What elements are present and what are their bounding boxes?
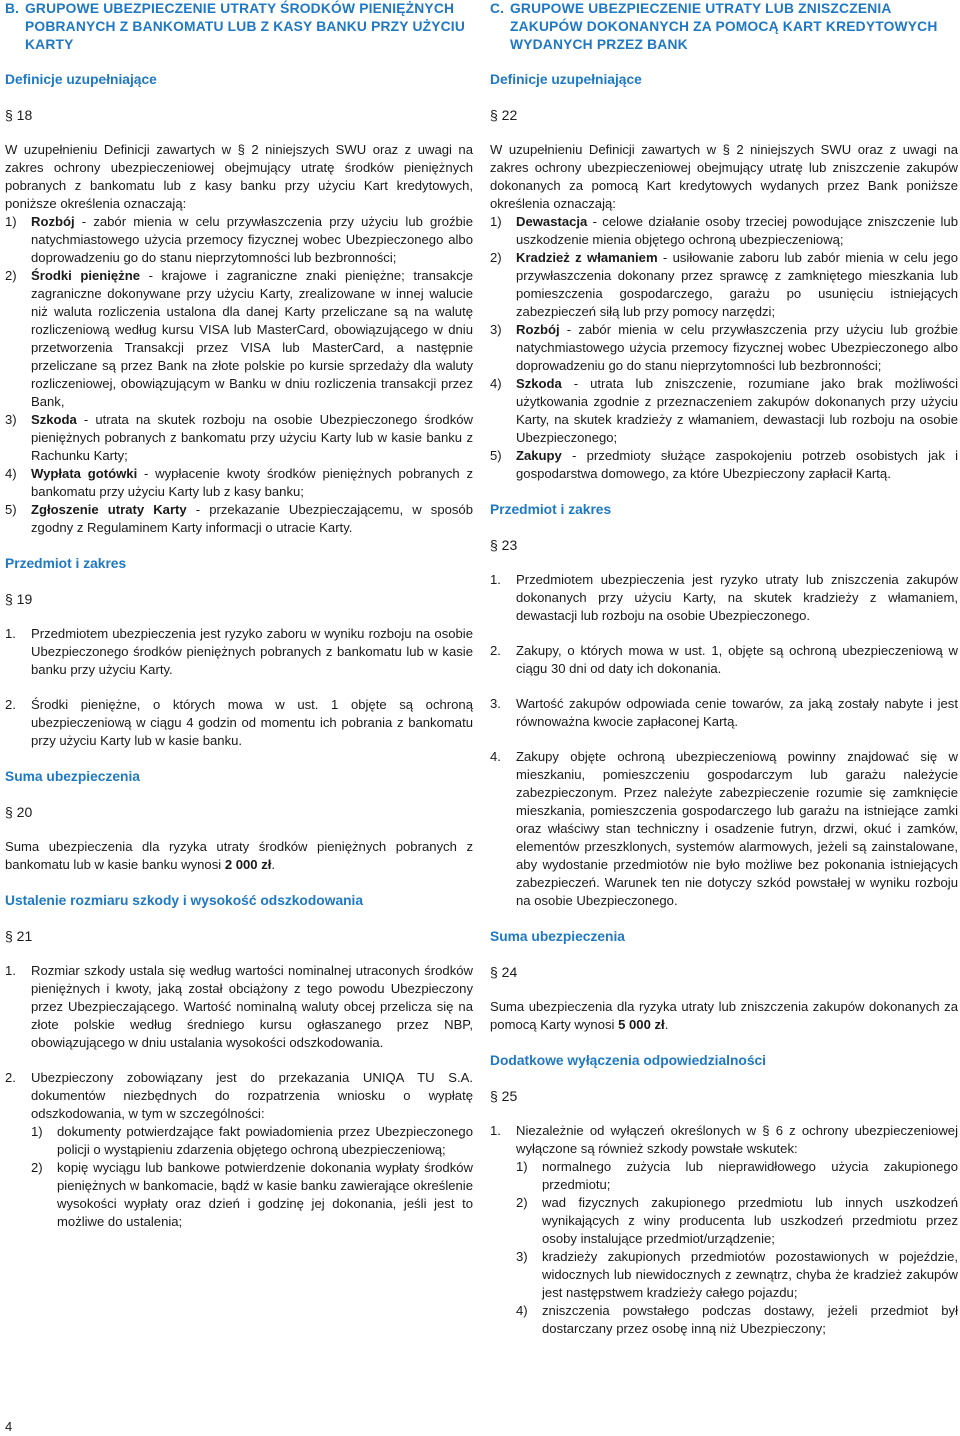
paragraph-number: § 24	[490, 964, 518, 980]
list-item: 2) Środki pieniężne - krajowe i zagraniczne znaki pieniężne; transakcje zagraniczne dokonywane przy użyciu Karty, zrealizowane w innej walucie niż waluta rozliczenia ustalona dla danej Karty przeliczane są na walutę rozliczeniową według kursu VISA lub MasterCard, obowiązującego w dniu przetworzenia Transakcji przez VISA lub MasterCard, a następnie przeliczane są przez Bank na złote polskie po kursie sprzedaży dla waluty rozliczeniowej, obowiązującym w Banku w dniu rozliczenia transakcji przez Bank,	[5, 268, 473, 409]
numbered-item: 2. Środki pieniężne, o których mowa w ust. 1 objęte są ochroną ubezpieczeniową w ciągu 4 godzin od momentu ich pobrania z bankomatu przy użyciu Karty lub w kasie banku.	[5, 697, 473, 748]
sub-list	[516, 1158, 958, 1338]
subject-heading: Przedmiot i zakres	[5, 556, 127, 571]
definitions-heading: Definicje uzupełniające	[5, 72, 157, 87]
sum-heading: Suma ubezpieczenia	[490, 929, 625, 944]
sum-amount: 2 000 zł	[224, 857, 272, 872]
section-b-title-line: KARTY	[25, 37, 74, 52]
sub-item: 2) kopię wyciągu lub bankowe potwierdzenie dokonania wypłaty środków pieniężnych w bankomacie, bądź w kasie banku zawierające określenie wysokości wypłaty oraz dzień i godzinę jej dokonania, jeśli jest to możliwe do ustalenia;	[31, 1160, 473, 1229]
paragraph-text: Suma ubezpieczenia dla ryzyka utraty środków pieniężnych pobranych z bankomatu lub w kasie banku wynosi 2 000 zł.	[5, 839, 473, 872]
paragraph-number: § 23	[490, 537, 518, 553]
paragraph-text: Suma ubezpieczenia dla ryzyka utraty lub zniszczenia zakupów dokonanych za pomocą Karty wynosi 5 000 zł.	[490, 999, 958, 1032]
subject-heading: Przedmiot i zakres	[490, 502, 612, 517]
section-c-title	[490, 0, 958, 54]
damage-heading: Ustalenie rozmiaru szkody i wysokość odszkodowania	[5, 893, 364, 908]
list-item: 1) Rozbój - zabór mienia w celu przywłaszczenia przy użyciu lub groźbie natychmiastowego użycia przemocy fizycznej wobec Ubezpieczonego albo doprowadzeniu go do stanu nieprzytomności lub bezbronności;	[5, 214, 473, 265]
section-b-letter: B.	[5, 1, 20, 16]
section-c-title-line: ZAKUPÓW DOKONANYCH ZA POMOCĄ KART KREDYTOWYCH	[510, 19, 938, 34]
numbered-item: 4. Zakupy objęte ochroną ubezpieczeniową powinny znajdować się w mieszkaniu, pomieszczeniu gospodarczym lub garażu należycie zabezpieczonym. Przez należyte zabezpieczenie rozumie się zamknięcie mieszkania, pomieszczenia gospodarczego lub garażu na istniejące zamki oraz właściwy stan techniczny i osadzenie futryn, drzwi, okuć i zamków, elementów przeszklonych, systemów alarmowych, jeżeli są zainstalowane, aby wydostanie przedmiotów nie było możliwe bez pokonania istniejących zabezpieczeń. Warunek ten nie dotyczy szkód powstałej w wyniku rozboju na osobie Ubezpieczonego.	[490, 749, 958, 908]
paragraph-text: W uzupełnieniu Definicji zawartych w § 2 niniejszych SWU oraz z uwagi na zakres ochrony ubezpieczeniowej obejmujący utratę lub zniszczenie zakupów dokonanych za pomocą Kart kredytowych wydanych przez Bank poniższe określenia oznaczają:	[490, 142, 958, 211]
list-item: 5) Zakupy - przedmioty służące zaspokojeniu potrzeb osobistych jak i gospodarstwa domowego, za które Ubezpieczony zapłacił Kartą.	[490, 448, 958, 481]
list-item: 2) Kradzież z włamaniem - usiłowanie zaboru lub zabór mienia w celu jego przywłaszczenia dokonany przez sprawcę z zamkniętego mieszkania lub pomieszczenia gospodarczego, garażu po usunięciu istniejących zabezpieczeń siłą lub przy pomocy narzędzi;	[490, 250, 958, 319]
section-c-title-line: WYDANYCH PRZEZ BANK	[510, 37, 688, 52]
paragraph-number: § 25	[490, 1088, 518, 1104]
numbered-item: 1. Przedmiotem ubezpieczenia jest ryzyko utraty lub zniszczenia zakupów dokonanych przy użyciu Karty, na skutek kradzieży z włamaniem, dewastacji lub rozboju na osobie Ubezpieczonego.	[490, 572, 958, 623]
paragraph-number: § 18	[5, 107, 33, 123]
list-item: 3) Szkoda - utrata na skutek rozboju na osobie Ubezpieczonego środków pieniężnych pobranych z bankomatu przy użyciu Karty lub w kasie banku z Rachunku Karty;	[5, 412, 473, 463]
page-number: 4	[5, 1419, 13, 1434]
numbered-item: 1. Rozmiar szkody ustala się według wartości nominalnej utraconych środków pieniężnych i kwoty, jaką został obciążony z tego powodu Ubezpieczony przez Ubezpieczającego. Wartość nominalną waluty obcej przelicza się na złote polskie według średniego kursu ogłaszanego przez NBP, obowiązującego w dniu ustalania wysokości odszkodowania.	[5, 963, 473, 1050]
section-c-title-line: GRUPOWE UBEZPIECZENIE UTRATY LUB ZNISZCZENIA	[510, 1, 892, 16]
section-b-title-line: POBRANYCH Z BANKOMATU LUB Z KASY BANKU PRZY UŻYCIU	[25, 19, 466, 34]
sub-item: 4) zniszczenia powstałego podczas dostawy, jeżeli przedmiot był dostarczany przez osobę inną niż Ubezpieczony;	[516, 1303, 958, 1336]
definitions-list	[5, 213, 473, 537]
numbered-item: 2. Zakupy, o których mowa w ust. 1, objęte są ochroną ubezpieczeniową w ciągu 30 dni od daty ich dokonania.	[490, 643, 958, 676]
exclusions-heading: Dodatkowe wyłączenia odpowiedzialności	[490, 1053, 766, 1068]
section-c-letter: C.	[490, 1, 505, 16]
paragraph-number: § 21	[5, 928, 33, 944]
numbered-item: 2. Ubezpieczony zobowiązany jest do przekazania UNIQA TU S.A. dokumentów niezbędnych do rozpatrzenia wniosku o wypłatę odszkodowania, w tym w szczególności: 1) dokumenty potwierdzające fakt powiadomienia przez Ubezpieczonego policji o wystąpieniu zdarzenia objętego ochroną ubezpieczeniową; 2) kopię wyciągu lub bankowe potwierdzenie dokonania wypłaty środków pieniężnych w bankomacie, bądź w kasie banku zawierające określenie wysokości wypłaty oraz dzień i godzinę jej dokonania, jeśli jest to możliwe do ustalenia;	[5, 1070, 473, 1229]
numbered-item: 1. Przedmiotem ubezpieczenia jest ryzyko zaboru w wyniku rozboju na osobie Ubezpieczonego środków pieniężnych pobranych z bankomatu lub w kasie banku przy użyciu Karty.	[5, 626, 473, 677]
sub-item: 2) wad fizycznych zakupionego przedmiotu lub innych uszkodzeń wynikających z winy producenta lub uszkodzeń przedmiotu przez osoby instalujące przedmiot/urządzenie;	[516, 1195, 958, 1246]
list-item: 4) Wypłata gotówki - wypłacenie kwoty środków pieniężnych pobranych z bankomatu przy użyciu Karty lub z kasy banku;	[5, 466, 473, 499]
right-column	[490, 0, 958, 1338]
paragraph-number: § 22	[490, 107, 518, 123]
list-item: 3) Rozbój - zabór mienia w celu przywłaszczenia przy użyciu lub groźbie natychmiastowego użycia przemocy fizycznej wobec Ubezpieczonego albo doprowadzeniu go do stanu nieprzytomności lub bezbronności;	[490, 322, 958, 373]
definitions-heading: Definicje uzupełniające	[490, 72, 642, 87]
list-item: 1) Dewastacja - celowe działanie osoby trzeciej powodujące zniszczenie lub uszkodzenie mienia objętego ochroną ubezpieczeniową;	[490, 214, 958, 247]
section-b-title-line: GRUPOWE UBEZPIECZENIE UTRATY ŚRODKÓW PIENIĘŻNYCH	[25, 1, 455, 16]
definitions-list	[490, 213, 958, 483]
numbered-item: 3. Wartość zakupów odpowiada cenie towarów, za jaką zostały nabyte i jest równoważna kwocie zapłaconej Kartą.	[490, 696, 958, 729]
sub-item: 3) kradzieży zakupionych przedmiotów pozostawionych w pojeździe, widocznych lub niewidocznych z zewnątrz, chyba że kradzież zakupów jest następstwem kradzieży całego pojazdu;	[516, 1249, 958, 1300]
sum-amount: 5 000 zł	[618, 1017, 665, 1032]
paragraph-number: § 20	[5, 804, 33, 820]
section-b-title	[5, 0, 473, 54]
left-column	[5, 0, 473, 1231]
list-item: 4) Szkoda - utrata lub zniszczenie, rozumiane jako brak możliwości użytkowania zgodnie z przeznaczeniem zakupów dokonanych przy użyciu Karty, na skutek kradzieży z włamaniem, dewastacji lub rozboju na osobie Ubezpieczonego;	[490, 376, 958, 445]
list-item: 5) Zgłoszenie utraty Karty - przekazanie Ubezpieczającemu, w sposób zgodny z Regulaminem Karty informacji o utracie Karty.	[5, 502, 473, 535]
paragraph-number: § 19	[5, 591, 33, 607]
numbered-item: 1. Niezależnie od wyłączeń określonych w § 6 z ochrony ubezpieczeniowej wyłączone są również szkody powstałe wskutek: 1) normalnego zużycia lub nieprawidłowego użycia zakupionego przedmiotu; 2) wad fizycznych zakupionego przedmiotu lub innych uszkodzeń wynikających z winy producenta lub uszkodzeń przedmiotu przez osoby instalujące przedmiot/urządzenie; 3) kradzieży zakupionych przedmiotów pozostawionych w pojeździe, widocznych lub niewidocznych z zewnątrz, chyba że kradzież zakupów jest następstwem kradzieży całego pojazdu; 4) zniszczenia powstałego podczas dostawy, jeżeli przedmiot był dostarczany przez osobę inną niż Ubezpieczony;	[490, 1123, 958, 1336]
sum-heading: Suma ubezpieczenia	[5, 769, 140, 784]
sub-item: 1) normalnego zużycia lub nieprawidłowego użycia zakupionego przedmiotu;	[516, 1159, 958, 1192]
paragraph-text: W uzupełnieniu Definicji zawartych w § 2 niniejszych SWU oraz z uwagi na zakres ochrony ubezpieczeniowej obejmujący utratę środków pieniężnych pobranych z bankomatu lub z kasy banku przy użyciu Kart kredytowych, poniższe określenia oznaczają:	[5, 142, 473, 211]
sub-list	[31, 1123, 473, 1231]
sub-item: 1) dokumenty potwierdzające fakt powiadomienia przez Ubezpieczonego policji o wystąpieniu zdarzenia objętego ochroną ubezpieczeniową;	[31, 1124, 473, 1157]
